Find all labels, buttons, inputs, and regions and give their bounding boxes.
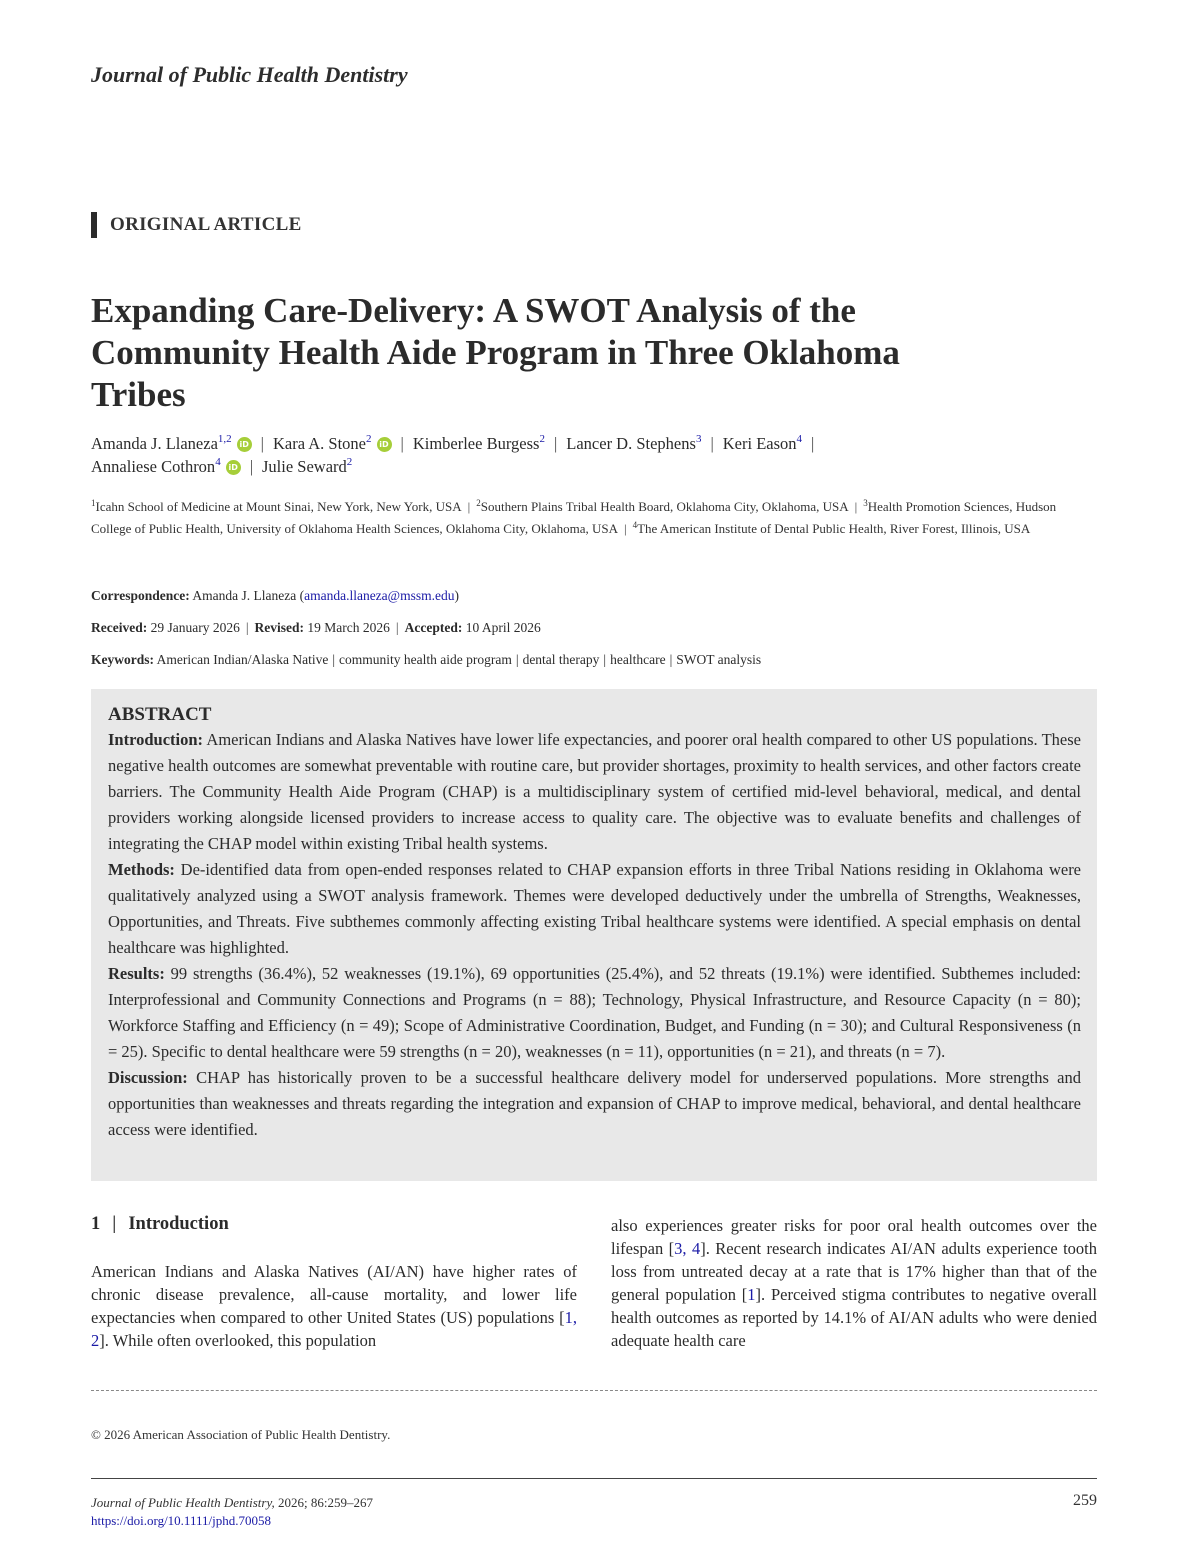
correspondence: Correspondence: Amanda J. Llaneza (amanda.llaneza@mssm.edu) bbox=[91, 588, 459, 603]
keyword-separator: | bbox=[603, 652, 607, 667]
page-number: 259 bbox=[1073, 1492, 1097, 1509]
affiliation-separator: | bbox=[854, 499, 858, 514]
author-affiliation-marker[interactable]: 2 bbox=[539, 433, 545, 445]
author-separator: | bbox=[400, 434, 404, 453]
footer-divider bbox=[91, 1478, 1097, 1479]
orcid-icon[interactable]: iD bbox=[226, 460, 241, 475]
abstract-discussion bbox=[108, 1065, 1081, 1143]
citation-link[interactable]: 3, 4 bbox=[674, 1239, 701, 1258]
author-name: Kara A. Stone bbox=[272, 434, 366, 453]
body-text: ]. While often overlooked, this population bbox=[99, 1331, 377, 1350]
affiliation-marker: 4 bbox=[632, 520, 638, 530]
abstract-box bbox=[91, 689, 1097, 1181]
abstract-introduction bbox=[108, 727, 1081, 857]
abstract-methods-label: Methods: bbox=[108, 860, 175, 879]
author-affiliation-marker[interactable]: 4 bbox=[215, 456, 221, 468]
author bbox=[91, 457, 241, 476]
affiliation bbox=[633, 521, 1031, 536]
dashed-divider bbox=[91, 1390, 1097, 1391]
abstract-heading: ABSTRACT bbox=[108, 704, 212, 725]
keyword-separator: | bbox=[669, 652, 673, 667]
correspondence-email-link[interactable]: amanda.llaneza@mssm.edu bbox=[304, 588, 455, 603]
affiliation-text: Icahn School of Medicine at Mount Sinai, New York, New York, USA bbox=[95, 499, 462, 514]
affiliation-separator: | bbox=[467, 499, 471, 514]
keyword: community health aide program bbox=[339, 652, 512, 667]
section-heading: 1 | Introduction bbox=[91, 1214, 229, 1234]
abstract-results bbox=[108, 961, 1081, 1065]
received-date: 29 January 2026 bbox=[150, 620, 240, 635]
doi-link[interactable]: https://doi.org/10.1111/jphd.70058 bbox=[91, 1513, 271, 1528]
correspondence-label: Correspondence: bbox=[91, 588, 190, 603]
accepted-label: Accepted: bbox=[404, 620, 463, 635]
affiliation bbox=[476, 499, 848, 514]
article-type-bar bbox=[91, 212, 97, 238]
author bbox=[262, 457, 352, 476]
article-type-text: ORIGINAL ARTICLE bbox=[110, 214, 302, 235]
body-text: ]. Perceived stigma contributes to negative overall health outcomes as reported by 14.1% of AI/AN adults who were denied adequate health care bbox=[611, 1285, 1098, 1350]
author-separator: | bbox=[811, 434, 815, 453]
author-name: Amanda J. Llaneza bbox=[91, 434, 218, 453]
author-name: Keri Eason bbox=[722, 434, 797, 453]
author-name: Kimberlee Burgess bbox=[412, 434, 540, 453]
affiliation-text: The American Institute of Dental Public Health, River Forest, Illinois, USA bbox=[637, 521, 1031, 536]
orcid-icon[interactable]: iD bbox=[377, 437, 392, 452]
affiliations bbox=[91, 496, 1097, 540]
abstract-methods bbox=[108, 857, 1081, 961]
author-affiliation-marker[interactable]: 2 bbox=[366, 433, 372, 445]
abstract-introduction-text: American Indians and Alaska Natives have lower life expectancies, and poorer oral health compared to other US populations. These negative health outcomes are somewhat preventable with routine care, but provider shortages, proximity to health services, and other factors create barriers. The Community Health Aide Program (CHAP) is a multidisciplinary system of certified mid-level behavioral, medical, and dental providers working alongside licensed providers to increase access to quality care. The objective was to evaluate benefits and challenges of integrating the CHAP model within existing Tribal health systems. bbox=[108, 730, 1081, 853]
author-name: Annaliese Cothron bbox=[91, 457, 216, 476]
article-dates: Received: 29 January 2026 | Revised: 19 March 2026 | Accepted: 10 April 2026 bbox=[91, 620, 541, 635]
received-label: Received: bbox=[91, 620, 148, 635]
footer-journal-name: Journal of Public Health Dentistry, bbox=[91, 1495, 275, 1510]
author-affiliation-marker[interactable]: 1,2 bbox=[217, 433, 232, 445]
keyword-separator: | bbox=[332, 652, 336, 667]
author bbox=[413, 434, 545, 453]
article-title: Expanding Care-Delivery: A SWOT Analysis of the Community Health Aide Program in Three Oklahoma Tribes bbox=[91, 291, 900, 414]
keywords bbox=[91, 650, 761, 670]
author-name: Julie Seward bbox=[262, 457, 347, 476]
author-list bbox=[91, 432, 1097, 478]
orcid-icon[interactable]: iD bbox=[237, 437, 252, 452]
keywords-label: Keywords: bbox=[91, 652, 154, 667]
body-column-left bbox=[91, 1260, 577, 1352]
author-name: Lancer D. Stephens bbox=[566, 434, 696, 453]
body-text: American Indians and Alaska Natives (AI/AN) have higher rates of chronic disease prevalence, all-cause mortality, and lower life expectancies when compared to other United States (US) populations [ bbox=[91, 1262, 577, 1327]
body-text: also experiences greater risks for poor oral health outcomes over the lifespan [ bbox=[611, 1216, 1097, 1258]
section-number: 1 bbox=[91, 1214, 101, 1234]
body-column-right bbox=[611, 1214, 1097, 1352]
footer-citation bbox=[91, 1494, 373, 1530]
section-title: Introduction bbox=[128, 1214, 229, 1234]
affiliation-text: Southern Plains Tribal Health Board, Oklahoma City, Oklahoma, USA bbox=[480, 499, 849, 514]
keyword: dental therapy bbox=[522, 652, 600, 667]
author bbox=[91, 434, 252, 453]
journal-header: Journal of Public Health Dentistry bbox=[91, 62, 408, 87]
abstract-discussion-label: Discussion: bbox=[108, 1068, 188, 1087]
keyword: SWOT analysis bbox=[676, 652, 762, 667]
body-text: ]. Recent research indicates AI/AN adults experience tooth loss from untreated decay at a rate that is 17% higher than that of the general population [ bbox=[611, 1239, 1097, 1304]
affiliation bbox=[91, 499, 462, 514]
affiliation-marker: 3 bbox=[863, 498, 868, 508]
author bbox=[723, 434, 802, 453]
revised-date: 19 March 2026 bbox=[307, 620, 390, 635]
affiliation-marker: 1 bbox=[91, 498, 96, 508]
correspondence-name: Amanda J. Llaneza bbox=[192, 588, 297, 603]
author bbox=[566, 434, 701, 453]
keyword: American Indian/Alaska Native bbox=[156, 652, 329, 667]
footer-volume-pages: 2026; 86:259–267 bbox=[274, 1495, 374, 1510]
author-affiliation-marker[interactable]: 3 bbox=[695, 433, 702, 445]
affiliation-text: Health Promotion Sciences, Hudson College of Public Health, University of Oklahoma Health Sciences, Oklahoma City, Oklahoma, USA bbox=[91, 499, 1057, 536]
abstract-methods-text: De-identified data from open-ended responses related to CHAP expansion efforts in three Tribal Nations residing in Oklahoma were qualitatively analyzed using a SWOT analysis framework. Themes were developed deductively under the umbrella of Strengths, Weaknesses, Opportunities, and Threats. Five subthemes commonly affecting existing Tribal healthcare systems were identified. A special emphasis on dental healthcare was highlighted. bbox=[108, 860, 1082, 957]
author-separator: | bbox=[553, 434, 558, 453]
abstract-introduction-label: Introduction: bbox=[108, 730, 204, 749]
affiliation-separator: | bbox=[624, 521, 627, 536]
author bbox=[273, 434, 392, 453]
citation-link[interactable]: 1 bbox=[747, 1285, 756, 1304]
accepted-date: 10 April 2026 bbox=[465, 620, 541, 635]
article-type-label bbox=[91, 212, 302, 238]
affiliation-marker: 2 bbox=[476, 498, 481, 508]
author-separator: | bbox=[260, 434, 264, 453]
revised-label: Revised: bbox=[254, 620, 305, 635]
abstract-results-label: Results: bbox=[108, 964, 165, 983]
copyright-notice: © 2026 American Association of Public Health Dentistry. bbox=[91, 1427, 391, 1442]
keywords-list bbox=[157, 652, 762, 667]
author-separator: | bbox=[249, 457, 253, 476]
author-affiliation-marker[interactable]: 4 bbox=[796, 433, 803, 445]
author-affiliation-marker[interactable]: 2 bbox=[346, 456, 353, 468]
citation-link[interactable]: 1, 2 bbox=[91, 1308, 577, 1350]
abstract-discussion-text: CHAP has historically proven to be a successful healthcare delivery model for underserved populations. More strengths and opportunities than weaknesses and threats regarding the integration and expansion of CHAP to improve medical, behavioral, and dental healthcare access were identified. bbox=[108, 1068, 1081, 1139]
keyword-separator: | bbox=[515, 652, 519, 667]
keyword: healthcare bbox=[610, 652, 666, 667]
abstract-results-text: 99 strengths (36.4%), 52 weaknesses (19.1%), 69 opportunities (25.4%), and 52 threats (19.1%) were identified. Subthemes included: Interprofessional and Community Connections and Programs (n = 88); Technology, Physical Infrastructure, and Resource Capacity (n = 80); Workforce Staffing and Efficiency (n = 49); Scope of Administrative Coordination, Budget, and Funding (n = 30); and Cultural Responsiveness (n = 25). Specific to dental healthcare were 59 strengths (n = 20), weaknesses (n = 11), opportunities (n = 21), and threats (n = 7). bbox=[108, 964, 1082, 1061]
author-separator: | bbox=[710, 434, 714, 453]
